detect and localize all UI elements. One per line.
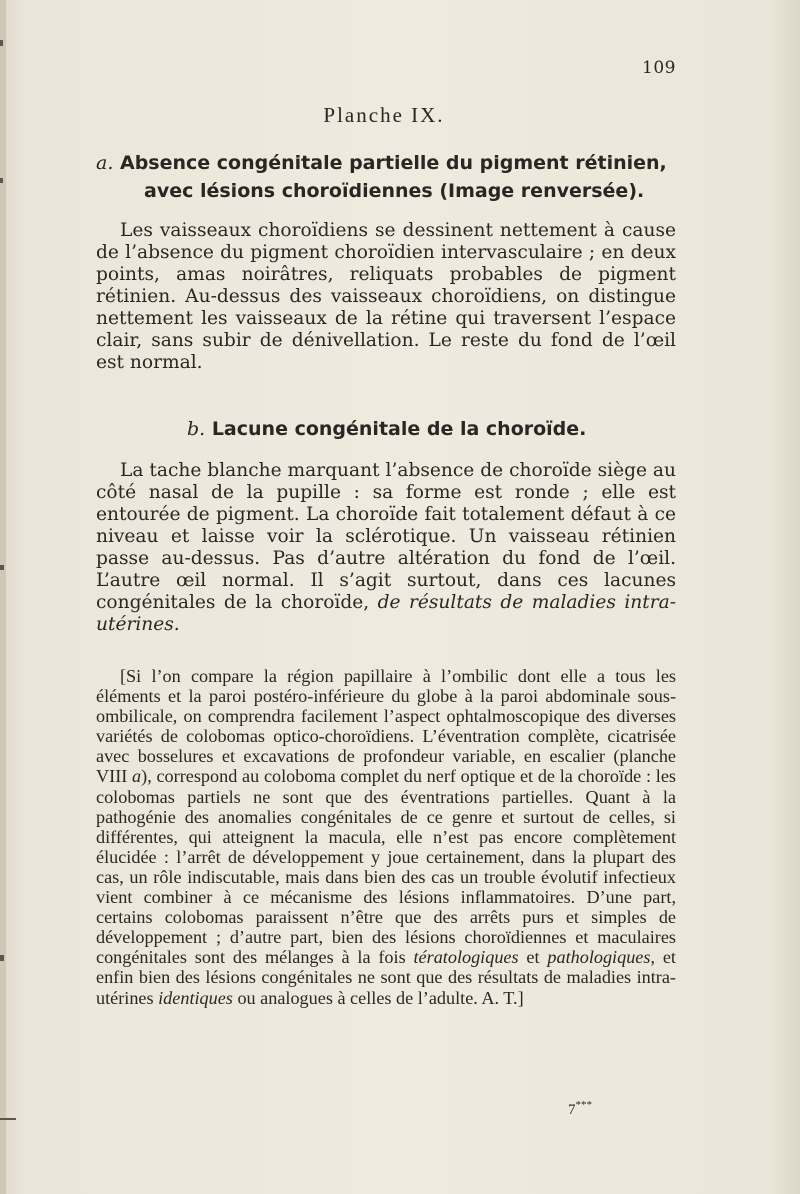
note-part1: [Si l’on compare la région papillaire à l’ombilic dont elle a tous les éléments et la paroi postéro-inférieure du globe à la paroi abdominale sous-ombilicale, on comprendra facilement l’aspect ophtalmoscopique des diverses variétés de colobomas optico-choroïdiens. L’éventration complète, cicatrisée avec bosselures et excavations de profondeur variable, en escalier (planche VIII bbox=[96, 666, 676, 787]
section-b-body bbox=[96, 460, 676, 636]
section-a-letter: a. bbox=[96, 152, 114, 174]
signature-number: 7 bbox=[568, 1102, 576, 1118]
section-b-emphasis: de résultats de maladies intra-utérines. bbox=[96, 592, 676, 635]
section-b-heading-text: Lacune congénitale de la choroïde. bbox=[211, 418, 587, 440]
signature-stars: *** bbox=[575, 1099, 592, 1111]
note-em-teratologiques: tératologiques bbox=[413, 947, 519, 968]
note-part5: ou analogues à celles de l’adulte. A. T.] bbox=[232, 987, 524, 1008]
note-part3: et bbox=[518, 947, 548, 968]
section-a-body: Les vaisseaux choroïdiens se dessinent nettement à cause de l’absence du pigment choroïdien intervasculaire ; en deux points, amas noirâtres, reliquats probables de pigment rétinien. Au-dessus des vaisseaux choroïdiens, on distingue nettement les vaisseaux de la rétine qui traversent l’espace clair, sans subir de dénivellation. Le reste du fond de l’œil est normal. bbox=[96, 220, 676, 373]
margin-speck bbox=[0, 1118, 16, 1120]
margin-speck bbox=[0, 178, 3, 183]
section-a-heading-line1: Absence congénitale partielle du pigment rétinien, bbox=[120, 152, 667, 174]
page-number: 109 bbox=[642, 58, 676, 78]
margin-speck bbox=[0, 40, 3, 46]
section-b-heading bbox=[187, 415, 685, 443]
margin-speck bbox=[0, 955, 4, 961]
signature-mark bbox=[568, 1098, 592, 1117]
note-part4: , et enfin bien des lésions congénitales ne sont que des résultats de maladies intra-utérines bbox=[96, 947, 676, 1008]
plate-title: Planche IX. bbox=[323, 103, 445, 127]
note-plate-ref: a bbox=[132, 766, 142, 787]
margin-speck bbox=[0, 565, 4, 570]
note-em-pathologiques: pathologiques bbox=[547, 947, 651, 968]
section-a-heading-line2: avec lésions choroïdiennes (Image renversée). bbox=[144, 180, 645, 202]
editor-note bbox=[96, 666, 676, 1008]
section-a-heading bbox=[96, 149, 685, 205]
note-part2: ), correspond au coloboma complet du nerf optique et de la choroïde : les colobomas partiels ne sont que des éventrations partielles. Quant à la pathogénie des anomalies congénitales de ce genre et surtout de celles, si différentes, qui atteignent la macula, elle n’est pas encore complètement élucidée : l’arrêt de développement y joue certainement, dans la plupart des cas, un rôle indiscutable, mais dans bien des cas un trouble évolutif infectieux vient combiner à ce mécanisme des lésions inflammatoires. D’une part, certains colobomas paraissent n’être que des arrêts purs et simples de développement ; d’autre part, bien des lésions choroïdiennes et maculaires congénitales sont des mélanges à la fois bbox=[96, 766, 676, 968]
note-em-identiques: identiques bbox=[158, 987, 233, 1008]
section-b-letter: b. bbox=[187, 418, 206, 440]
section-b-body-text: La tache blanche marquant l’absence de choroïde siège au côté nasal de la pupille : sa forme est ronde ; elle est entourée de pigment. La choroïde fait totalement défaut à ce niveau et laisse voir la sclérotique. Un vaisseau rétinien passe au-dessus. Pas d’autre altération du fond de l’œil. L’autre œil normal. Il s’agit surtout, dans ces lacunes congénitales de la choroïde, bbox=[96, 460, 676, 613]
